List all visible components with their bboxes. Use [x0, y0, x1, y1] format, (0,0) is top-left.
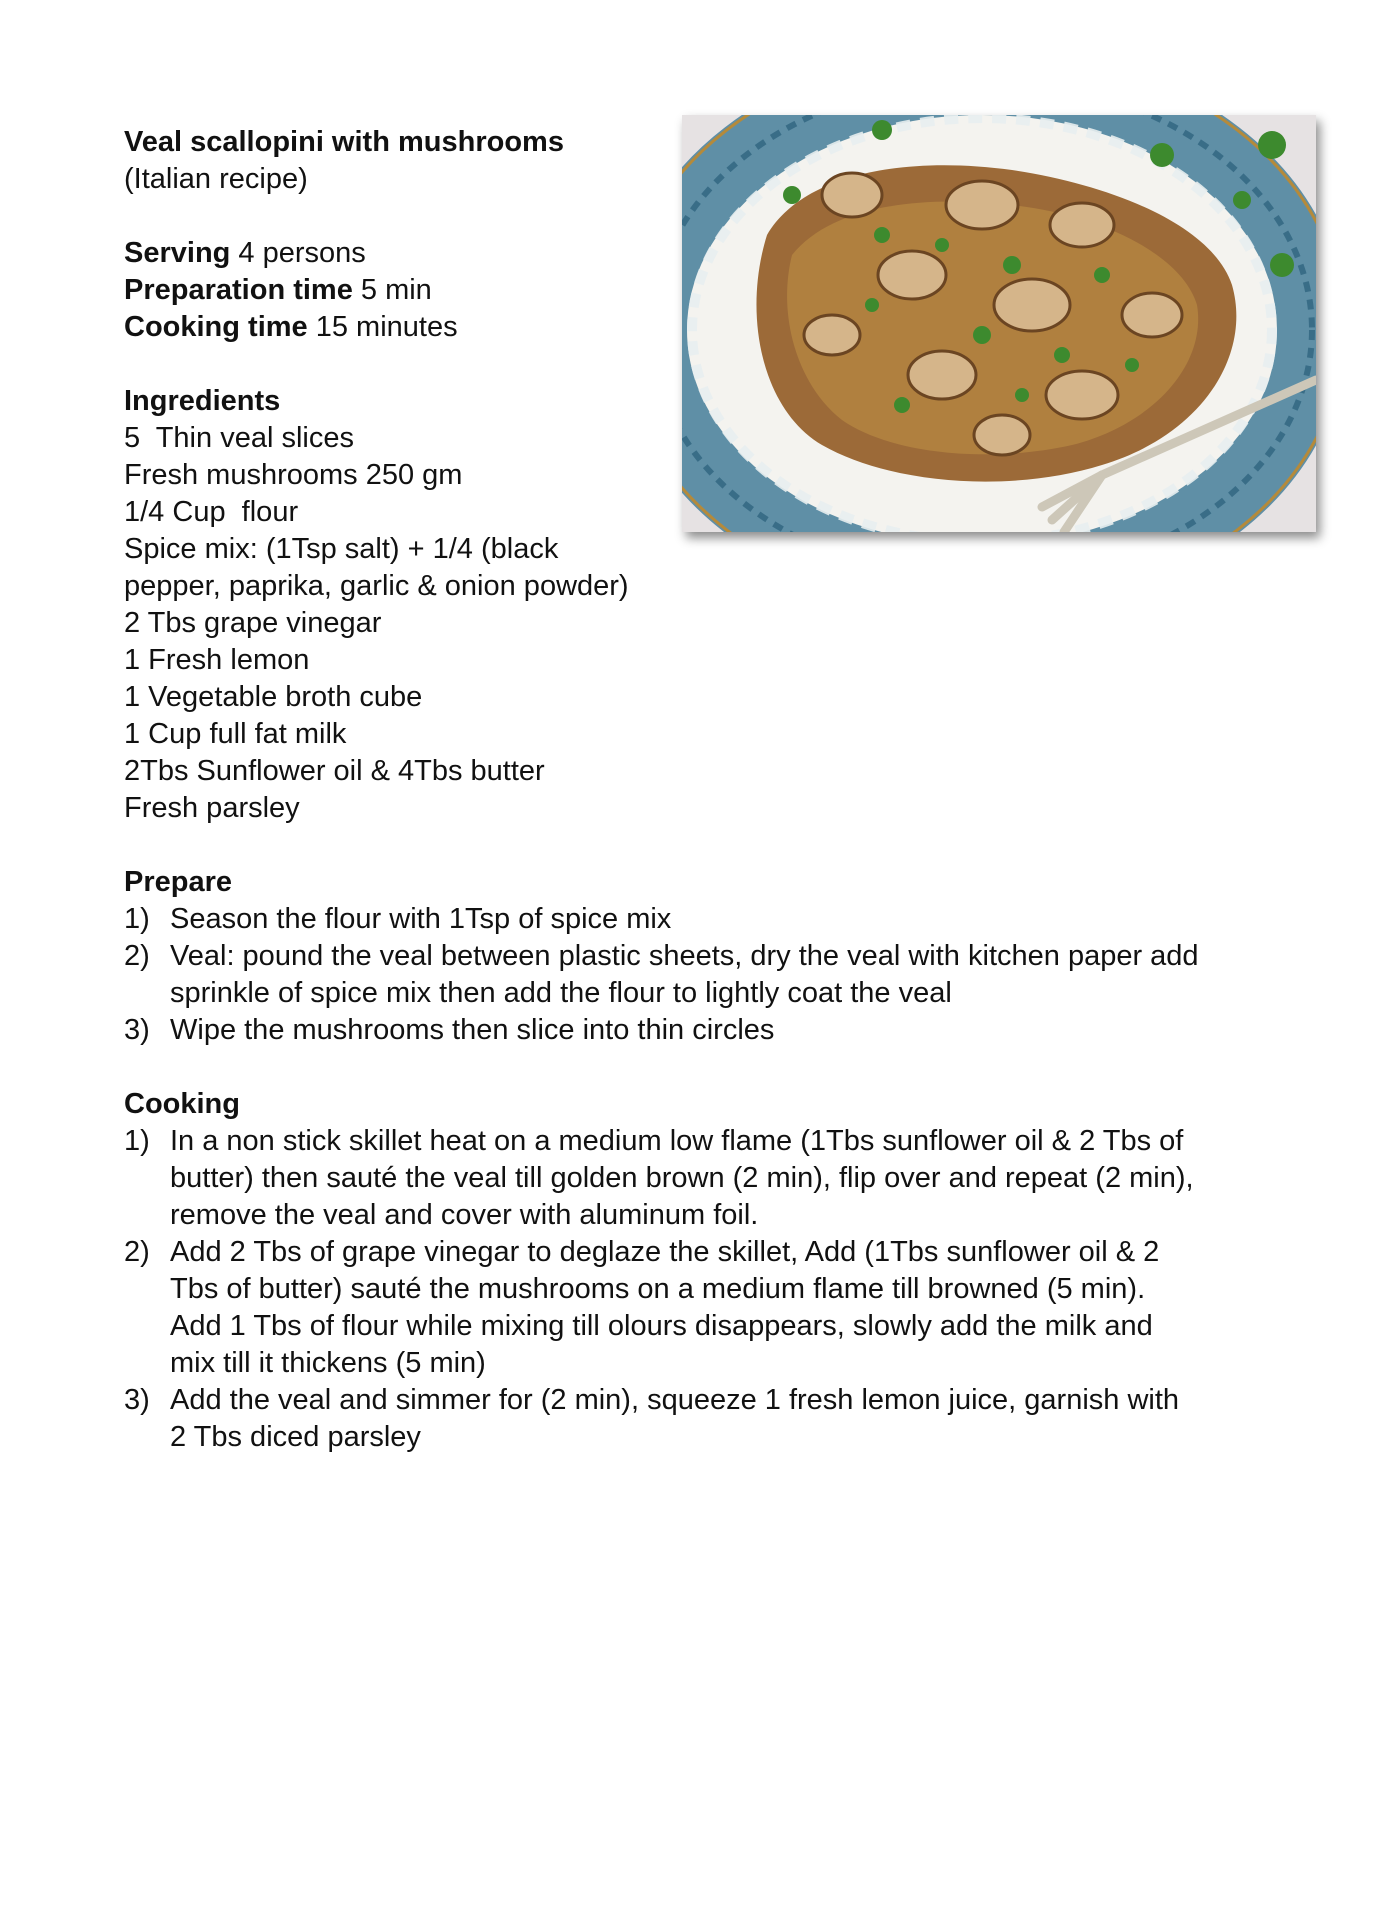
prep-time-label: Preparation time [124, 274, 353, 306]
step-text: Veal: pound the veal between plastic sheets, dry the veal with kitchen paper add [170, 940, 1199, 972]
step-text: Wipe the mushrooms then slice into thin circles [170, 1014, 775, 1046]
ingredient-item: Fresh mushrooms 250 gm [124, 459, 463, 491]
step-number: 2) [124, 940, 150, 972]
step-number: 3) [124, 1014, 150, 1046]
step-text: mix till it thickens (5 min) [170, 1347, 486, 1379]
step-text: In a non stick skillet heat on a medium low flame (1Tbs sunflower oil & 2 Tbs of [170, 1125, 1184, 1157]
serving-value: 4 persons [230, 237, 366, 269]
prepare-steps [124, 901, 1274, 1049]
step-text: Tbs of butter) sauté the mushrooms on a medium flame till browned (5 min). [170, 1273, 1146, 1305]
step-number: 1) [124, 1125, 150, 1157]
cook-time-label: Cooking time [124, 311, 308, 343]
ingredient-item: 2 Tbs grape vinegar [124, 607, 382, 639]
step-number: 3) [124, 1384, 150, 1416]
ingredients-heading: Ingredients [124, 385, 281, 417]
step-number: 1) [124, 903, 150, 935]
cooking-steps [124, 1123, 1274, 1456]
ingredient-item: 1 Cup full fat milk [124, 718, 347, 750]
ingredient-item: pepper, paprika, garlic & onion powder) [124, 570, 629, 602]
step-text: Add the veal and simmer for (2 min), squeeze 1 fresh lemon juice, garnish with [170, 1384, 1180, 1416]
cooking-step [124, 1123, 1274, 1234]
step-text: sprinkle of spice mix then add the flour to lightly coat the veal [170, 977, 952, 1009]
prep-time-value: 5 min [352, 274, 432, 306]
ingredient-item: 1/4 Cup flour [124, 496, 299, 528]
step-text: Add 2 Tbs of grape vinegar to deglaze the skillet, Add (1Tbs sunflower oil & 2 [170, 1236, 1160, 1268]
recipe-subtitle: (Italian recipe) [124, 163, 308, 195]
step-text: 2 Tbs diced parsley [170, 1421, 421, 1453]
prepare-step [124, 938, 1274, 1012]
recipe-title: Veal scallopini with mushrooms [124, 126, 564, 158]
ingredient-item: Fresh parsley [124, 792, 300, 824]
ingredient-item: 2Tbs Sunflower oil & 4Tbs butter [124, 755, 545, 787]
cook-time-value: 15 minutes [307, 311, 458, 343]
ingredient-item: Spice mix: (1Tsp salt) + 1/4 (black [124, 533, 559, 565]
step-number: 2) [124, 1236, 150, 1268]
step-text: Season the flour with 1Tsp of spice mix [170, 903, 672, 935]
prepare-step [124, 1012, 1274, 1049]
ingredient-item: 1 Fresh lemon [124, 644, 310, 676]
cooking-step [124, 1234, 1274, 1382]
ingredient-item: 1 Vegetable broth cube [124, 681, 423, 713]
prepare-heading: Prepare [124, 866, 233, 898]
serving-label: Serving [124, 237, 231, 269]
ingredient-item: 5 Thin veal slices [124, 422, 354, 454]
dish-photo [682, 115, 1316, 532]
dish-illustration [682, 115, 1316, 532]
step-text: Add 1 Tbs of flour while mixing till olours disappears, slowly add the milk and [170, 1310, 1153, 1342]
cooking-heading: Cooking [124, 1088, 240, 1120]
cooking-step [124, 1382, 1274, 1456]
step-text: butter) then sauté the veal till golden brown (2 min), flip over and repeat (2 min), [170, 1162, 1194, 1194]
step-text: remove the veal and cover with aluminum foil. [170, 1199, 759, 1231]
prepare-step [124, 901, 1274, 938]
